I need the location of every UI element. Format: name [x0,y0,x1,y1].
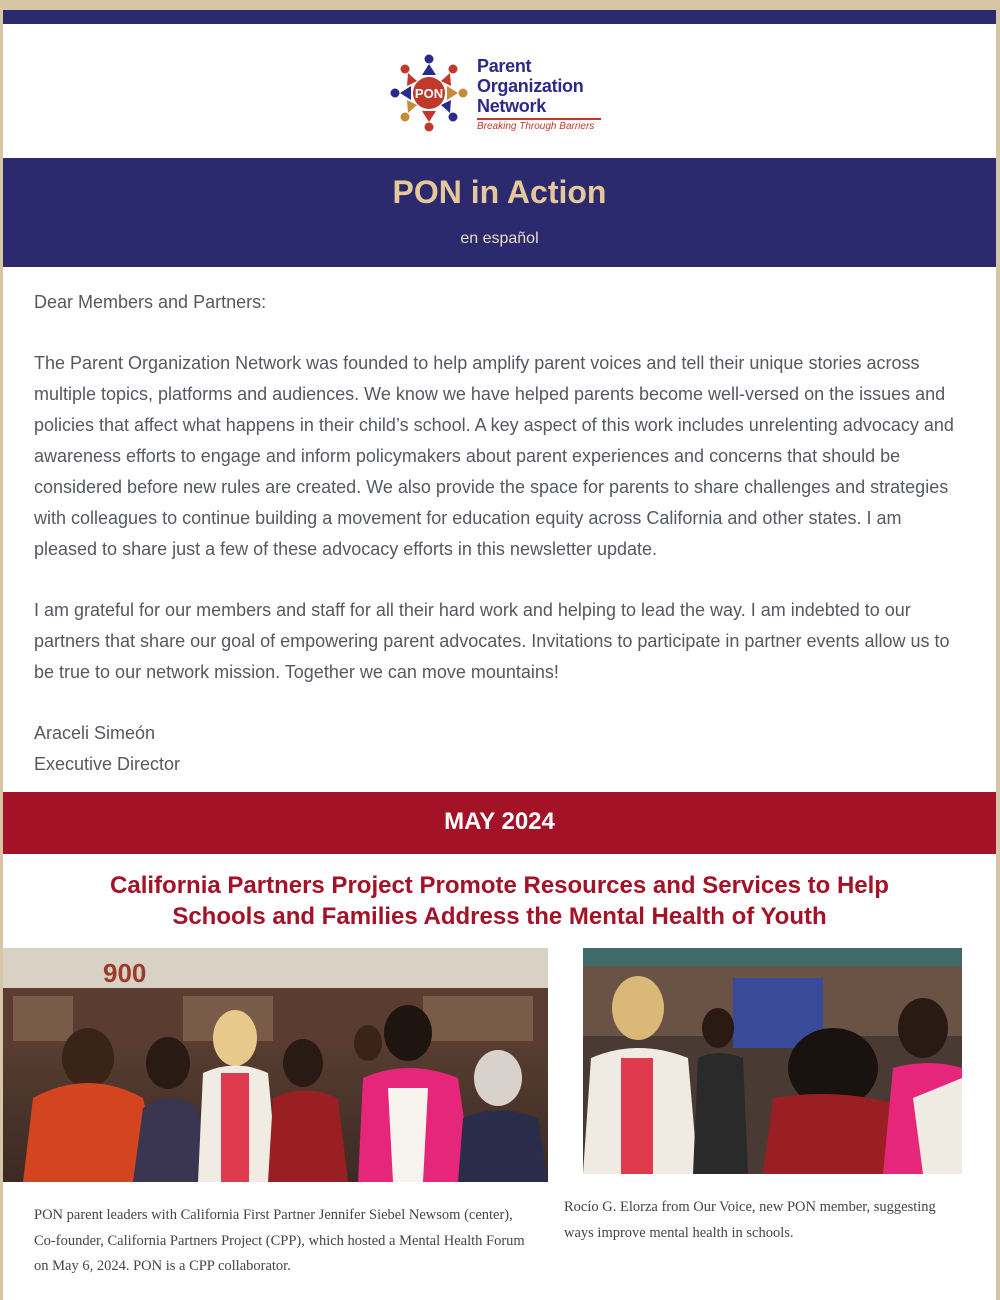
logo-underline [477,118,601,120]
group-photo-caption: PON parent leaders with California First Partner Jennifer Siebel Newsom (center), Co-founder, California Partners Project (CPP), which hosted a Mental Health Forum on May 6, 2024. PON is a CPP collaborator. [34,1207,525,1274]
spanish-version-link[interactable]: en español [460,230,539,247]
conversation-photo-image [583,948,962,1174]
conversation-photo [583,948,962,1174]
page-title: PON in Action [392,174,607,210]
headline-line-2: Schools and Families Address the Mental Health of Youth [172,903,827,930]
letter-paragraph-1: The Parent Organization Network was founded to help amplify parent voices and tell their unique stories across multiple topics, platforms and audiences. We know we have helped parents become well-versed on the issues and policies that affect what happens in their child’s school. A key aspect of this work includes unrelenting advocacy and awareness efforts to engage and inform policymakers about parent experiences and concerns that should be considered before new rules are created. We also provide the space for parents to share challenges and strategies with colleagues to continue building a movement for education equity across California and other states. I am pleased to share just a few of these advocacy efforts in this newsletter update. [34,353,954,559]
logo-tagline: Breaking Through Barriers [477,121,595,132]
logo-line-2: Organization [477,76,584,96]
letter-greeting: Dear Members and Partners: [34,292,267,312]
signature-title: Executive Director [34,754,181,774]
signature-name: Araceli Simeón [34,723,156,743]
group-photo-image [3,948,548,1182]
logo-badge-text: PON [414,86,444,101]
top-bar [3,10,996,24]
letter-paragraph-2: I am grateful for our members and staff for all their hard work and helping to lead the way. I am indebted to our partners that share our goal of empowering parent advocates. Invitations to participate in partner events allow us to be true to our network mission. Together we can move mountains! [34,600,950,682]
logo-line-1: Parent [477,56,532,76]
pon-logo [389,53,629,143]
header-band [3,158,996,267]
conversation-photo-caption: Rocío G. Elorza from Our Voice, new PON member, suggesting ways improve mental health in schools. [564,1199,936,1241]
month-label: MAY 2024 [444,808,555,835]
pon-figures-icon [389,53,469,133]
logo-line-3: Network [477,96,546,116]
library-sign-text: 900 [103,958,147,988]
newsletter [3,10,996,1300]
month-band [3,792,996,854]
group-photo [3,948,548,1182]
headline-line-1: California Partners Project Promote Resources and Services to Help [110,872,889,899]
logo-wordmark [477,56,583,116]
article-headline [43,870,956,932]
director-letter [34,287,969,780]
